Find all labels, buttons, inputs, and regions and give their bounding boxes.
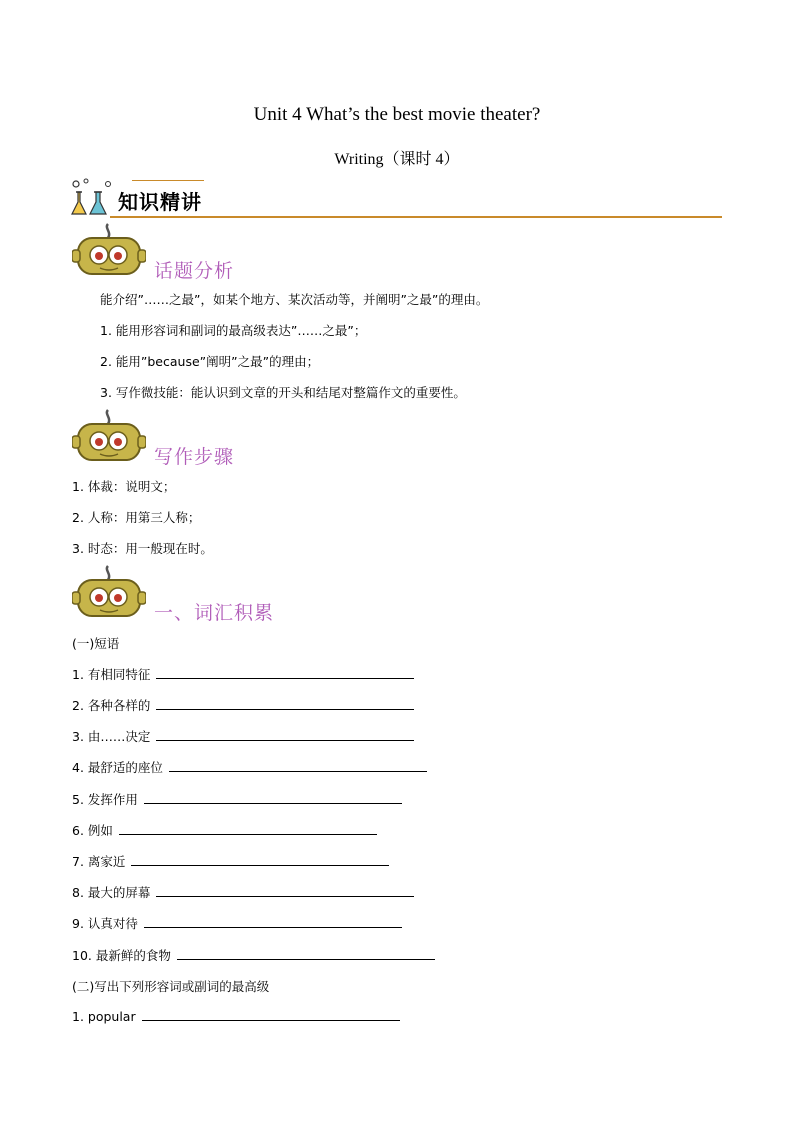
phrase-item: 1. 有相同特征 (72, 665, 414, 683)
banner-divider (110, 216, 722, 218)
answer-blank[interactable] (131, 853, 389, 866)
answer-blank[interactable] (156, 697, 414, 710)
knowledge-banner (70, 178, 722, 220)
step-item: 1. 体裁：说明文； (72, 479, 176, 494)
answer-blank[interactable] (119, 822, 377, 835)
page-title: Unit 4 What’s the best movie theater? (253, 104, 541, 125)
answer-blank[interactable] (156, 884, 414, 897)
phrase-item: 8. 最大的屏幕 (72, 883, 414, 901)
phrase-item: 6. 例如 (72, 821, 377, 839)
banner-label: 知识精讲 (118, 190, 202, 214)
answer-blank[interactable] (142, 1008, 400, 1021)
mascot-icon (72, 408, 146, 466)
topic-item: 3. 写作微技能：能认识到文章的开头和结尾对整篇作文的重要性。 (100, 385, 466, 400)
phrase-item: 10. 最新鲜的食物 (72, 946, 435, 964)
page-subtitle: Writing（课时 4） (334, 151, 460, 168)
phrase-item: 9. 认真对待 (72, 914, 402, 932)
phrase-item: 7. 离家近 (72, 852, 389, 870)
section-title-steps: 写作步骤 (154, 446, 235, 468)
step-item: 2. 人称：用第三人称； (72, 510, 201, 525)
part1-heading: (一)短语 (72, 636, 120, 651)
topic-item: 2. 能用”because”阐明”之最”的理由； (100, 354, 320, 369)
mascot-icon (72, 564, 146, 622)
answer-blank[interactable] (169, 759, 427, 772)
answer-blank[interactable] (177, 947, 435, 960)
lab-flask-icon (70, 178, 112, 218)
topic-intro: 能介绍”……之最”，如某个地方、某次活动等，并阐明”之最”的理由。 (100, 292, 489, 307)
answer-blank[interactable] (144, 915, 402, 928)
section-title-topic: 话题分析 (154, 260, 235, 282)
answer-blank[interactable] (144, 791, 402, 804)
topic-item: 1. 能用形容词和副词的最高级表达”……之最”； (100, 323, 367, 338)
phrase-item: 5. 发挥作用 (72, 790, 402, 808)
phrase-item: 4. 最舒适的座位 (72, 758, 427, 776)
phrase-item: 3. 由……决定 (72, 727, 414, 745)
answer-blank[interactable] (156, 666, 414, 679)
section-title-vocabulary: 一、词汇积累 (154, 602, 275, 624)
word-item: 1. popular (72, 1008, 400, 1024)
phrase-item: 2. 各种各样的 (72, 696, 414, 714)
part2-heading: (二)写出下列形容词或副词的最高级 (72, 979, 270, 994)
mascot-icon (72, 222, 146, 280)
answer-blank[interactable] (156, 728, 414, 741)
banner-top-line (132, 180, 204, 181)
step-item: 3. 时态：用一般现在时。 (72, 541, 213, 556)
